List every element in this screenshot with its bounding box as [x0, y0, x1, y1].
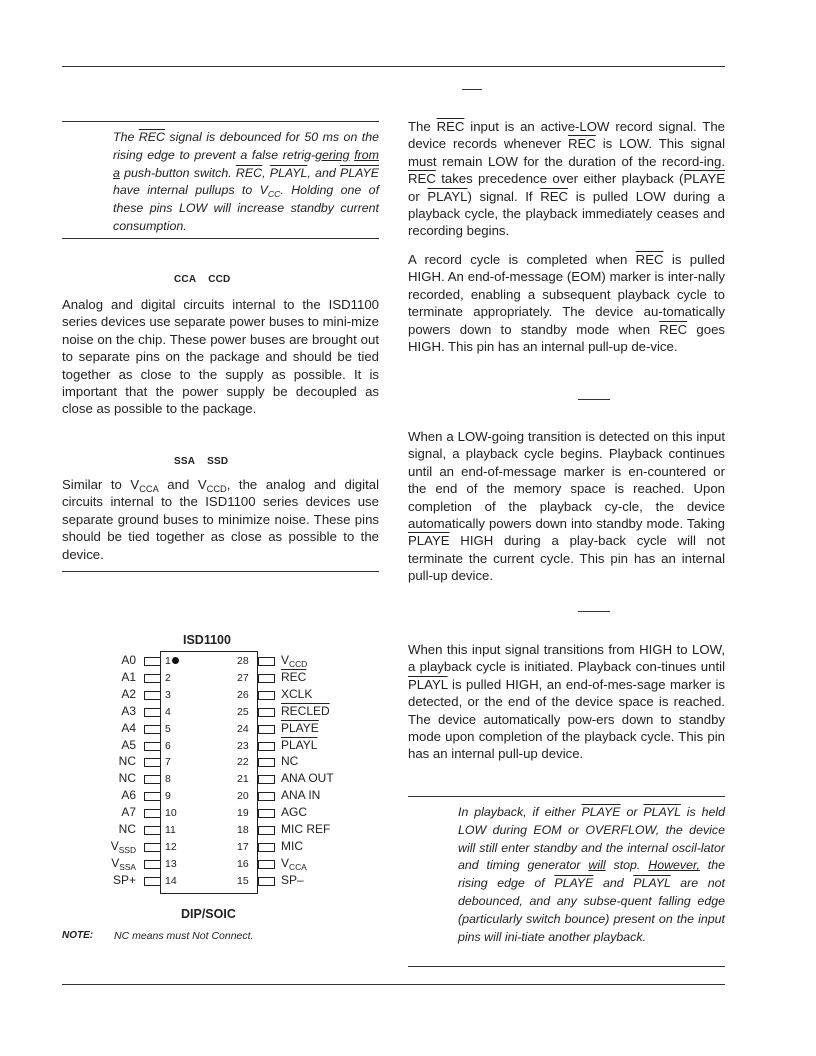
pin-name-right: $V_{CCD}$ — [281, 653, 308, 669]
pin-name-right: XCLK — [281, 686, 313, 701]
pin-number-right: 19 — [237, 807, 249, 820]
pin1-dot — [172, 657, 179, 664]
pin-name-left: A7 — [121, 805, 136, 820]
pin-number-left: 4 — [165, 705, 171, 718]
pin-stub — [258, 775, 275, 784]
pin-name-left: $V_{SSA}$ — [111, 855, 136, 872]
pin-name-left: A5 — [121, 737, 136, 752]
para-rec-1: The $\overline{REC}$ input is an active-LOW record signal. The device records whenever $\overline{REC}$ is LOW. This signal must remain LOW for the duration of the record-ing. $\overline{REC}$ takes precedence over either playback (PLAYE or PLAYL) signal. If $\overline{REC}$ is pulled LOW during a playback cycle, the playback immediately ceases and recording begins. — [408, 119, 726, 239]
pin-stub — [144, 742, 161, 751]
pin-stub — [258, 826, 275, 835]
pin-number-right: 25 — [237, 705, 249, 718]
chip-title: ISD1100 — [183, 633, 231, 647]
pin-number-right: 26 — [237, 688, 249, 701]
pin-number-right: 15 — [237, 874, 249, 887]
pin-number-right: 20 — [237, 790, 249, 803]
pin-number-left: 12 — [165, 840, 177, 853]
pin-name-right: RECLED — [281, 703, 330, 718]
pin-stub — [258, 742, 275, 751]
pin-stub — [144, 860, 161, 869]
pin-stub — [258, 691, 275, 700]
pin-number-left: 14 — [165, 874, 177, 887]
bottom-rule — [62, 984, 725, 985]
pin-stub — [144, 826, 161, 835]
para-vss: Similar to $V_{CCA}$ and $V_{CCD}$, the analog and digital circuits internal to the ISD1100 series devices use separate ground buses to minimize noise. These pins should be tied together as close as possible to the device. — [62, 477, 380, 562]
pin-number-left: 3 — [165, 688, 171, 701]
pin-name-right: MIC — [281, 838, 303, 853]
note-rec: The $\overline{REC}$ signal is debounced for 50 ms on the rising edge to prevent a false retrig-gering from a push-button switch. $\overline{REC}$, PLAYL, and PLAYE have internal pullups to $V_{CC}$. Holding one of these pins LOW will increase standby current consumption. — [113, 130, 380, 233]
pin-name-right: PLAYL — [281, 737, 318, 752]
pin-name-left: NC — [118, 771, 136, 786]
pin-stub — [258, 860, 275, 869]
pin-name-left: A2 — [121, 686, 136, 701]
pin-stub — [258, 792, 275, 801]
pin-stub — [258, 708, 275, 717]
para-playl: When this input signal transitions from HIGH to LOW, a playback cycle is initiated. Playback con-tinues until PLAYL is pulled HIGH, an end-of-mes-sage marker is detected, or the end of the device space is reached. The device automatically pow-ers down to standby mode upon completion of the playback cycle. This pin has an internal pull-up device. — [408, 642, 725, 762]
pin-number-right: 16 — [237, 857, 249, 870]
pin-stub — [258, 657, 275, 666]
pin-name-right: AGC — [281, 805, 308, 820]
pin-name-left: NC — [118, 822, 136, 836]
pin-stub — [144, 657, 161, 666]
pin-number-right: 24 — [237, 722, 249, 735]
pin-name-left: A0 — [121, 653, 136, 667]
heading-vss: SSA SSD — [174, 456, 229, 467]
note-play-bottom-rule — [408, 966, 725, 967]
pin-stub — [258, 809, 275, 818]
pin-number-right: 23 — [237, 739, 249, 752]
pin-stub — [144, 843, 161, 852]
pin-stub — [144, 809, 161, 818]
pin-name-left: SP+ — [112, 872, 136, 887]
chip-note-label: NOTE: — [62, 930, 94, 941]
note-play-top-rule — [408, 796, 725, 797]
pin-number-right: 27 — [237, 671, 249, 684]
para-vcc: Analog and digital circuits internal to the ISD1100 series devices use separate power buses to mini-mize noise on the chip. These power buses are brought out to separate pins on the package and should be tied together as close to the supply as possible. It is important that the power supply be decoupled as close as possible to the package. — [62, 297, 379, 417]
pin-stub — [144, 877, 161, 886]
pin-number-right: 22 — [237, 756, 249, 769]
note-play: In playback, if either PLAYE or PLAYL is held LOW during EOM or OVERFLOW, the device will still enter standby and the internal oscil-lator and timing generator will stop. However, the rising edge of PLAYE and PLAYL are not debounced, and any subse-quent falling edge (particularly switch bounce) present on the input pins will ini-tiate another playback. — [458, 805, 726, 944]
pin-stub — [144, 708, 161, 717]
pin-number-right: 17 — [237, 840, 249, 853]
pin-stub — [144, 725, 161, 734]
pin-number-left: 1 — [165, 655, 171, 667]
pin-name-left: NC — [118, 754, 136, 769]
pin-number-right: 28 — [237, 655, 249, 667]
chip-package: DIP/SOIC — [181, 907, 236, 921]
pin-name-right: $V_{CCA}$ — [281, 855, 307, 872]
pin-name-right: NC — [281, 754, 299, 769]
para-rec-2: A record cycle is completed when $\overline{REC}$ is pulled HIGH. An end-of-message (EOM) marker is inter-nally recorded, enabling a subsequent playback cycle to terminate appropriately. The device au-tomatically powers down to standby mode when $\overline{REC}$ goes HIGH. This pin has an internal pull-up de-vice. — [408, 252, 725, 355]
pin-name-left: A3 — [121, 703, 136, 718]
pin-number-left: 10 — [165, 807, 177, 820]
left-section-bottom-rule — [62, 571, 379, 572]
pin-number-left: 5 — [165, 722, 171, 735]
pin-name-right: MIC REF — [281, 822, 331, 836]
pin-stub — [258, 758, 275, 767]
note-rec-top-rule — [62, 121, 379, 122]
pin-number-right: 21 — [237, 773, 249, 786]
pin-stub — [144, 775, 161, 784]
pin-stub — [258, 843, 275, 852]
pin-stub — [144, 758, 161, 767]
pin-name-right: SP– — [281, 872, 304, 887]
playl-heading-dash — [578, 611, 610, 612]
pin-name-left: A1 — [121, 669, 136, 684]
pin-name-right: ANA IN — [281, 788, 321, 803]
pin-name-right: $\overline{REC}$ — [281, 669, 307, 684]
top-rule — [62, 66, 725, 67]
pin-stub — [144, 792, 161, 801]
heading-vcc: CCA CCD — [174, 274, 231, 285]
pin-name-right: ANA OUT — [281, 771, 334, 786]
pin-number-left: 6 — [165, 739, 171, 752]
pin-name-right: PLAYE — [281, 720, 319, 735]
pin-stub — [258, 674, 275, 683]
pin-number-left: 7 — [165, 756, 171, 769]
chip-note-text: NC means must Not Connect. — [114, 930, 254, 942]
pin-stub — [258, 725, 275, 734]
pin-name-left: $V_{SSD}$ — [110, 838, 136, 855]
para-playe: When a LOW-going transition is detected on this input signal, a playback cycle begins. Playback continues until an end-of-message marker is en-countered or the end of the memory space is reached. Upon completion of the playback cy-cle, the device automatically powers down into standby mode. Taking PLAYE HIGH during a play-back cycle will not terminate the current cycle. This pin has an internal pull-up device. — [408, 429, 725, 584]
pin-number-left: 13 — [165, 857, 177, 870]
pin-stub — [258, 877, 275, 886]
pin-name-left: A4 — [121, 720, 136, 735]
note-rec-bottom-rule — [62, 238, 379, 239]
pin-number-left: 8 — [165, 773, 171, 786]
pin-number-right: 18 — [237, 824, 249, 836]
pin-stub — [144, 674, 161, 683]
playe-heading-dash — [578, 399, 610, 400]
header-dash — [462, 89, 482, 90]
pin-name-left: A6 — [121, 788, 136, 803]
pin-number-left: 2 — [165, 671, 171, 684]
pin-stub — [144, 691, 161, 700]
pin-number-left: 9 — [165, 790, 171, 803]
pin-number-left: 11 — [165, 824, 176, 836]
